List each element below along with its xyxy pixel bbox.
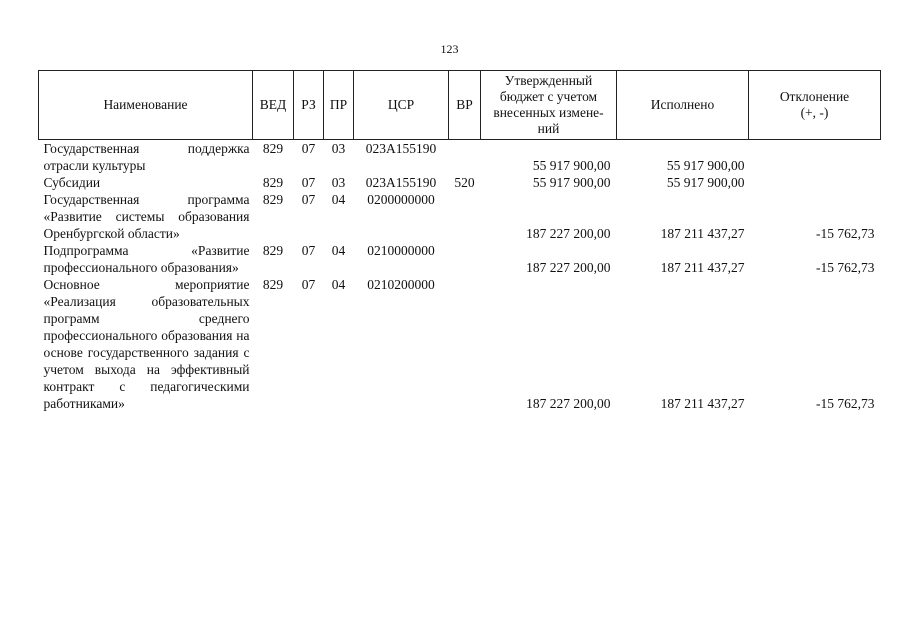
row-name: Государственная поддержка отрасли культуры [43,141,250,173]
header-csr: ЦСР [354,71,449,140]
row-pr: 03 [331,175,346,190]
row-deviation: -15 762,73 [816,260,875,275]
row-rz: 07 [301,243,316,258]
row-rz: 07 [301,277,316,292]
row-pr: 04 [331,192,346,207]
row-csr: 023A155190 [365,141,437,156]
header-executed: Исполнено [617,71,749,140]
row-name: Субсидии [43,175,101,190]
row-deviation [749,140,881,175]
header-vr: ВР [449,71,481,140]
row-vr [449,276,481,412]
header-name: Наименование [39,71,253,140]
row-executed: 187 211 437,27 [660,396,745,411]
row-vr [449,242,481,276]
row-approved: 55 917 900,00 [532,158,611,173]
row-ved: 829 [262,192,284,207]
header-deviation: Отклонение (+, -) [749,71,881,140]
row-csr: 023A155190 [365,175,437,190]
page-number: 123 [440,42,459,56]
row-csr: 0210000000 [367,243,435,258]
table-row [39,174,881,191]
row-executed: 55 917 900,00 [666,158,745,173]
row-pr: 04 [331,243,346,258]
row-vr [449,191,481,242]
table-row [39,191,881,242]
row-rz: 07 [301,192,316,207]
row-deviation [749,174,881,191]
row-csr: 0210200000 [367,277,435,292]
header-rz: РЗ [294,71,324,140]
table-row [39,140,881,175]
row-deviation: -15 762,73 [816,226,875,241]
table-header-row [39,71,881,140]
row-vr [449,140,481,175]
row-ved: 829 [262,175,284,190]
row-executed: 55 917 900,00 [666,175,745,190]
row-approved: 187 227 200,00 [526,396,611,411]
row-name: Основное мероприятие «Реализация образовательных программ среднего профессионального образования на основе государственного задания с учетом выхода на эффективный контракт с педагогическими работниками» [43,277,250,411]
row-approved: 55 917 900,00 [532,175,611,190]
row-rz: 07 [301,175,316,190]
row-vr: 520 [454,175,475,190]
table-row [39,242,881,276]
row-ved: 829 [262,277,284,292]
row-executed: 187 211 437,27 [660,260,745,275]
header-ved: ВЕД [253,71,294,140]
header-approved: Утвержденный бюджет с учетом внесенных измене-ний [481,71,617,140]
row-ved: 829 [262,243,284,258]
row-pr: 03 [331,141,346,156]
row-executed: 187 211 437,27 [660,226,745,241]
row-approved: 187 227 200,00 [526,260,611,275]
budget-execution-table [38,70,881,412]
row-name: Государственная программа «Развитие системы образования Оренбургской области» [43,192,250,241]
table-row [39,276,881,412]
row-pr: 04 [331,277,346,292]
row-csr: 0200000000 [367,192,435,207]
row-name: Подпрограмма «Развитие профессионального образования» [43,243,250,275]
header-pr: ПР [324,71,354,140]
row-ved: 829 [262,141,284,156]
row-deviation: -15 762,73 [816,396,875,411]
row-approved: 187 227 200,00 [526,226,611,241]
row-rz: 07 [301,141,316,156]
